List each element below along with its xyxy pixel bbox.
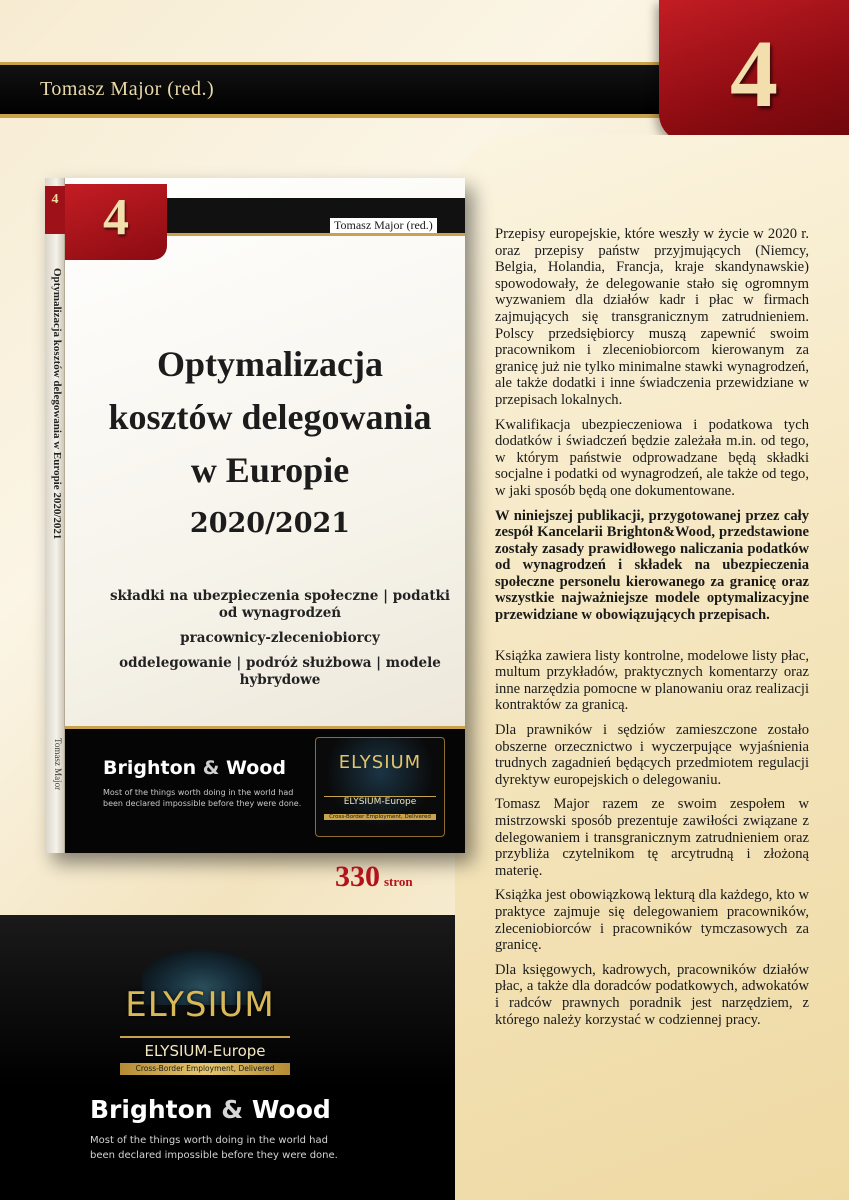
spine-title: Optymalizacja kosztów delegowania w Europie 2020/2021: [51, 268, 63, 540]
book-cover-image: [45, 178, 465, 853]
spine-author: Tomasz Major: [53, 738, 63, 791]
cover-title-line2: kosztów delegowania: [108, 397, 432, 437]
cover-topic: oddelegowanie | podróż służbowa | modele hybrydowe: [119, 655, 441, 688]
cover-title-line1: Optymalizacja: [157, 344, 383, 384]
cover-brand-left: Brighton: [103, 757, 197, 779]
cover-brand-logo: [103, 757, 286, 779]
page-count: [335, 860, 413, 894]
footer-brand-left: Brighton: [90, 1095, 213, 1124]
description-paragraph: Tomasz Major razem ze swoim zespołem w mistrzowski sposób prezentuje zawiłości związane z delegowaniem i transgranicznym zatrudnieniem oraz przybliża czytelnikom tę arcytrudną i złożoną materię.: [495, 796, 809, 879]
page-count-unit: stron: [384, 874, 413, 889]
cover-elysium-logo: [315, 737, 445, 837]
cover-elysium-sub: ELYSIUM-Europe: [324, 796, 436, 807]
page-count-number: 330: [335, 860, 380, 893]
description-text: [495, 226, 809, 1036]
cover-year: 2020/2021: [189, 508, 351, 539]
cover-author: Tomasz Major (red.): [330, 218, 437, 233]
volume-badge: [659, 0, 849, 142]
description-paragraph: Kwalifikacja ubezpieczeniowa i podatkowa tych dodatków i świadczeń będzie zależała m.in. od tego, w którym państwie odprowadzane będą składki socjalne i podatki od wynagrodzeń, ale także od tego, w jaki sposób będą one dokumentowane.: [495, 416, 809, 499]
description-paragraph: Dla księgowych, kadrowych, pracowników działów płac, a także dla doradców podatkowych, adwokatów i radców prawnych poradnik jest narzędziem, z którego należy korzystać w codziennej pracy.: [495, 961, 809, 1028]
cover-brand-tagline: Most of the things worth doing in the world had been declared impossible before they were done.: [103, 788, 302, 808]
cover-bottom-band: [65, 726, 465, 853]
cover-title: [95, 338, 445, 497]
cover-topic: pracownicy-zleceniobiorcy: [180, 630, 380, 646]
cover-elysium-name: ELYSIUM: [338, 752, 422, 773]
book-spine: [45, 178, 65, 853]
cover-elysium-tag: Cross-Border Employment, Delivered: [324, 814, 436, 820]
footer-brand-logo: [90, 1095, 331, 1124]
footer-elysium-sub: ELYSIUM-Europe: [144, 1042, 266, 1060]
description-paragraph: Książka zawiera listy kontrolne, modelowe listy płac, multum przykładów, praktycznych komentarzy oraz inne narzędzia pomocne w planowaniu oraz realizacji kontraktów za granicą.: [495, 647, 809, 714]
header-author: Tomasz Major (red.): [40, 78, 215, 100]
footer-brand-amp: &: [221, 1095, 244, 1124]
description-paragraph: Książka jest obowiązkową lekturą dla każdego, kto w praktyce zajmuje się delegowaniem pracowników, zleceniobiorców i pracowników tymczasowych za granicę.: [495, 887, 809, 954]
cover-topic: składki na ubezpieczenia społeczne | podatki od wynagrodzeń: [109, 588, 451, 621]
footer-elysium-tag: Cross-Border Employment, Delivered: [120, 1063, 290, 1075]
cover-brand-amp: &: [202, 757, 220, 779]
volume-number: 4: [730, 20, 778, 127]
cover-volume-number: 4: [103, 189, 129, 246]
cover-volume-badge: [65, 184, 167, 260]
footer-brand-tagline: Most of the things worth doing in the world had been declared impossible before they were done.: [90, 1135, 338, 1161]
footer-elysium-divider: [120, 1036, 290, 1038]
cover-topics: [105, 588, 455, 697]
description-paragraph-bold: W niniejszej publikacji, przygotowanej przez cały zespół Kancelarii Brighton&Wood, przedstawione zostały zasady prawidłowego naliczania podatków od wynagrodzeń i składek na ubezpieczenia społeczne personelu kierowanego za granicę oraz wszystkie najważniejsze modele optymalizacyjne przewidziane w obowiązujących przepisach.: [495, 507, 809, 624]
footer-elysium-name: ELYSIUM: [125, 985, 275, 1025]
spine-volume-number: 4: [51, 192, 59, 207]
book-front: [65, 178, 465, 853]
cover-title-line3: w Europie: [190, 450, 350, 490]
description-paragraph: Przepisy europejskie, które weszły w życie w 2020 r. oraz przepisy państw przyjmujących (Niemcy, Belgia, Holandia, Francja, kraje skandynawskie) spowodowały, że delegowanie stało się ogromnym wyzwaniem dla działów kadr i płac w firmach zajmujących się transgranicznym zatrudnieniem. Polscy przedsiębiorcy muszą zapewnić swoim pracownikom i zleceniobiorcom kierowanym za granicę już nie tylko minimalne stawki wynagrodzeń, ale także dodatki i inne świadczenia przewidziane w przepisach lokalnych.: [495, 226, 809, 408]
cover-brand-right: Wood: [225, 757, 286, 779]
description-paragraph: Dla prawników i sędziów zamieszczone zostało obszerne orzecznictwo i wyczerpujące wyjaśnienia trudnych zagadnień będących przedmiotem regulacji dyrektyw europejskich o delegowaniu.: [495, 722, 809, 788]
footer-brand-right: Wood: [251, 1095, 331, 1124]
